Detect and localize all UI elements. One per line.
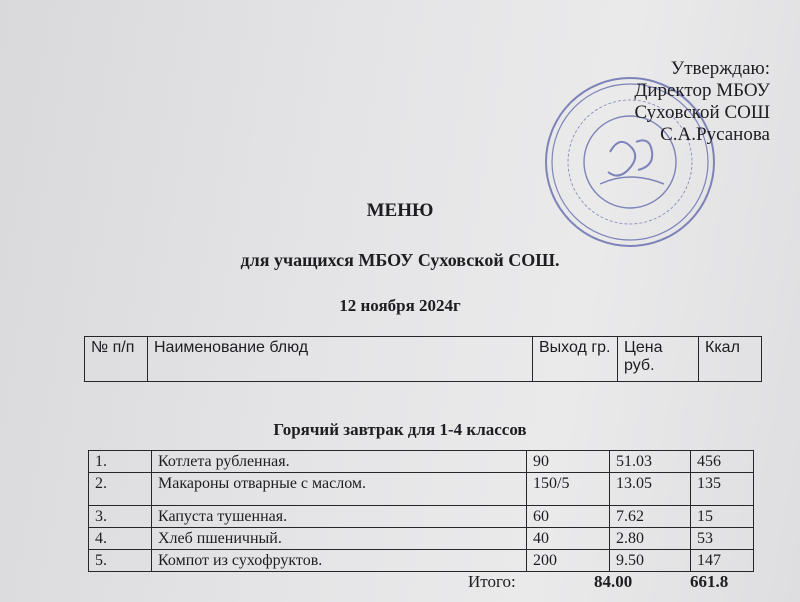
menu-title: МЕНЮ <box>366 200 434 221</box>
cell-num: 1. <box>89 451 152 473</box>
cell-price: 7.62 <box>610 506 691 528</box>
cell-kcal: 15 <box>691 506 754 528</box>
cell-kcal: 53 <box>691 528 754 550</box>
cell-kcal: 135 <box>691 473 754 506</box>
table-row <box>89 473 754 506</box>
header-table <box>84 336 762 382</box>
cell-num: 4. <box>89 528 152 550</box>
menu-date: 12 ноября 2024г <box>339 296 461 315</box>
cell-price: 2.80 <box>610 528 691 550</box>
cell-name: Котлета рубленная. <box>152 451 527 473</box>
menu-table <box>88 450 754 572</box>
cell-name: Макароны отварные с маслом. <box>152 473 527 506</box>
cell-yield: 60 <box>527 506 610 528</box>
cell-yield: 90 <box>527 451 610 473</box>
cell-name: Компот из сухофруктов. <box>152 550 527 572</box>
cell-yield: 150/5 <box>527 473 610 506</box>
cell-kcal: 147 <box>691 550 754 572</box>
header-cell: Наименование блюд <box>148 337 533 382</box>
cell-price: 9.50 <box>610 550 691 572</box>
table-row <box>89 506 754 528</box>
table-row <box>89 451 754 473</box>
approval-block <box>634 58 770 146</box>
cell-num: 5. <box>89 550 152 572</box>
header-cell: № п/п <box>85 337 148 382</box>
approval-line: Утверждаю: <box>670 58 770 79</box>
cell-num: 2. <box>89 473 152 506</box>
cell-name: Капуста тушенная. <box>152 506 527 528</box>
total-price: 84.00 <box>594 572 633 591</box>
cell-yield: 200 <box>527 550 610 572</box>
cell-num: 3. <box>89 506 152 528</box>
total-label: Итого: <box>468 572 516 591</box>
cell-name: Хлеб пшеничный. <box>152 528 527 550</box>
total-kcal: 661.8 <box>690 572 729 591</box>
section-title: Горячий завтрак для 1-4 классов <box>273 420 527 439</box>
table-row <box>89 528 754 550</box>
header-cell: Выход гр. <box>533 337 618 382</box>
cell-price: 51.03 <box>610 451 691 473</box>
header-cell: Ккал <box>699 337 762 382</box>
header-row <box>85 337 762 382</box>
table-row <box>89 550 754 572</box>
cell-price: 13.05 <box>610 473 691 506</box>
approval-line: Суховской СОШ <box>634 102 770 123</box>
approval-line: С.А.Русанова <box>660 124 770 145</box>
menu-subtitle: для учащихся МБОУ Суховской СОШ. <box>240 250 560 270</box>
cell-yield: 40 <box>527 528 610 550</box>
approval-line: Директор МБОУ <box>634 80 770 101</box>
cell-kcal: 456 <box>691 451 754 473</box>
header-cell: Цена руб. <box>618 337 699 382</box>
